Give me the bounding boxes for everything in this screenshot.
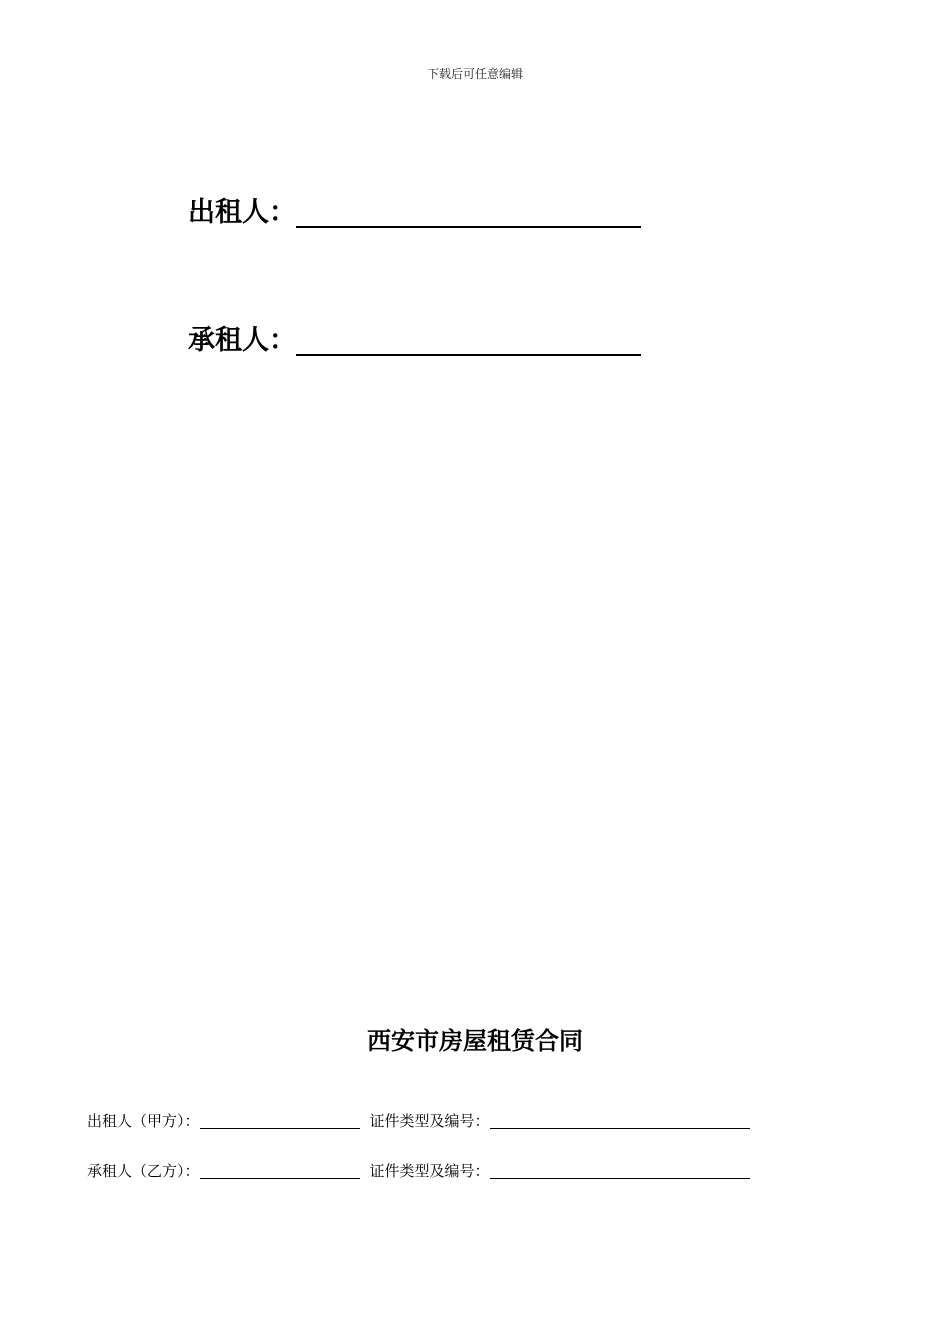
party-b-row xyxy=(87,1160,750,1182)
party-a-row xyxy=(87,1110,750,1132)
party-a-id-blank xyxy=(490,1128,750,1129)
party-b-name-blank xyxy=(200,1178,360,1179)
party-b-id-label: 证件类型及编号： xyxy=(369,1162,490,1180)
cover-lessor-blank xyxy=(296,226,641,228)
cover-lessee-blank xyxy=(296,354,641,356)
header-note: 下载后可任意编辑 xyxy=(426,67,523,81)
contract-title: 西安市房屋租赁合同 xyxy=(367,1026,583,1055)
party-b-id-blank xyxy=(490,1178,750,1179)
party-b-label: 承租人（乙方）： xyxy=(87,1162,200,1180)
cover-lessor-label: 出租人： xyxy=(188,197,296,228)
party-a-name-blank xyxy=(200,1128,360,1129)
cover-lessee-label: 承租人： xyxy=(188,325,296,356)
cover-lessor-row xyxy=(188,196,641,230)
party-a-label: 出租人（甲方）： xyxy=(87,1112,200,1130)
party-a-id-label: 证件类型及编号： xyxy=(369,1112,490,1130)
cover-lessee-row xyxy=(188,324,641,358)
